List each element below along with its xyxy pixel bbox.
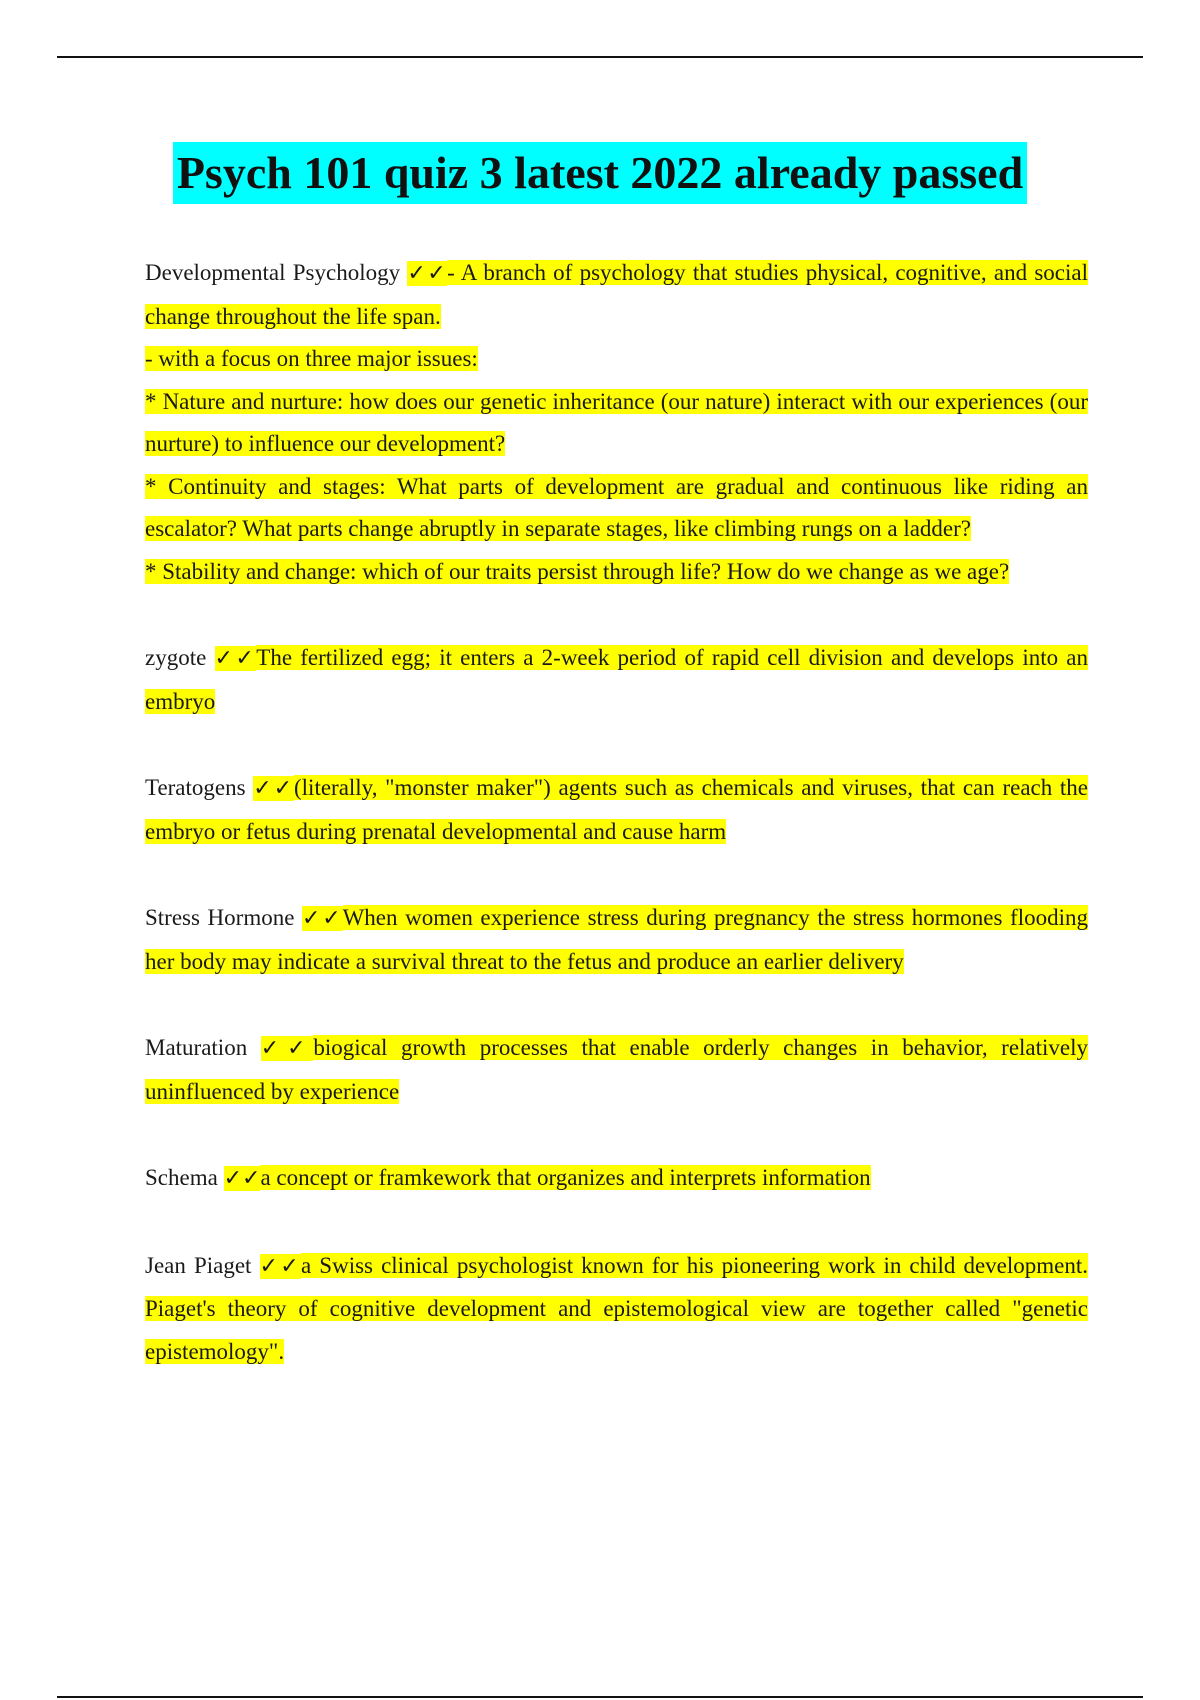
double-check-icon: ✓✓ [260,1036,314,1061]
document-body [145,252,1088,1373]
entry-term: Schema [145,1165,218,1190]
entry-definition: - A branch of psychology that studies physical, cognitive, and social change throughout the life span. [145,260,1088,329]
entry-definition: When women experience stress during pregnancy the stress hormones flooding her body may indicate a survival threat to the fetus and produce an earlier delivery [145,905,1088,974]
entry-term: Maturation [145,1035,248,1060]
entry-definition: The fertilized egg; it enters a 2-week period of rapid cell division and develops into an embryo [145,645,1089,714]
double-check-icon: ✓✓ [407,261,448,286]
double-check-icon: ✓✓ [223,1166,261,1191]
entry-subline: * Nature and nurture: how does our genetic inheritance (our nature) interact with our experiences (our nurture) to influence our development? [145,388,1088,456]
page-title: Psych 101 quiz 3 latest 2022 already passed [173,142,1027,204]
top-rule [57,56,1143,58]
entry-term: zygote [145,645,207,670]
double-check-icon: ✓✓ [253,776,294,801]
entry-teratogens [145,767,1088,853]
title-container [0,142,1200,204]
entry-term: Jean Piaget [145,1252,252,1278]
entry-subline: * Continuity and stages: What parts of development are gradual and continuous like riding an escalator? What parts change abruptly in separate stages, like climbing rungs on a ladder? [145,473,1088,541]
double-check-icon: ✓✓ [302,906,343,931]
entry-definition: (literally, "monster maker") agents such as chemicals and viruses, that can reach the embryo or fetus during prenatal developmental and cause harm [145,775,1089,844]
double-check-icon: ✓✓ [214,646,257,671]
entry-jean-piaget [145,1245,1088,1374]
entry-definition: biogical growth processes that enable orderly changes in behavior, relatively uninfluenced by experience [145,1035,1089,1104]
entry-term: Stress Hormone [145,905,295,930]
entry-subline: - with a focus on three major issues: [145,346,478,371]
entry-stress-hormone [145,897,1088,983]
entry-definition: a concept or framkework that organizes and interprets information [260,1165,871,1190]
entry-zygote [145,637,1088,723]
entry-maturation [145,1027,1088,1113]
bottom-rule [57,1696,1143,1698]
entry-definition: a Swiss clinical psychologist known for his pioneering work in child development. Piaget's theory of cognitive development and epistemological view are together called "genetic epistemology". [145,1252,1089,1364]
entry-term: Teratogens [145,775,246,800]
entry-schema [145,1157,1088,1201]
entry-term: Developmental Psychology [145,260,401,285]
entry-subline: * Stability and change: which of our traits persist through life? How do we change as we age? [145,558,1010,584]
double-check-icon: ✓✓ [259,1253,302,1279]
entry-developmental-psychology [145,252,1088,593]
